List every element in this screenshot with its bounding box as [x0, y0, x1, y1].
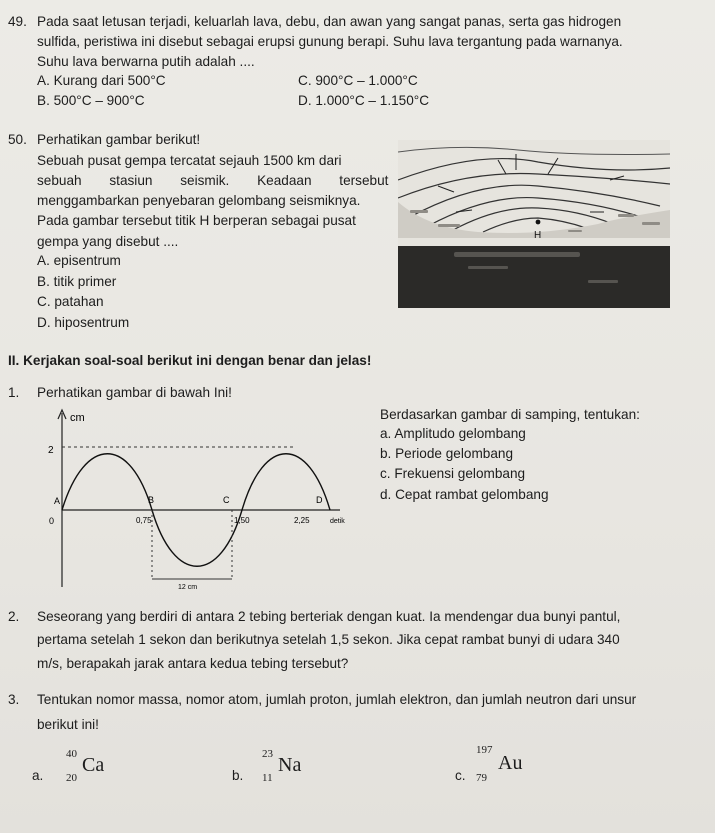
point-a-label: A	[54, 496, 61, 506]
span-label: 12 cm	[178, 584, 198, 591]
y-axis-unit: cm	[70, 412, 85, 424]
e1-item-a: a. Amplitudo gelombang	[380, 426, 526, 441]
e2-line-2: pertama setelah 1 sekon dan berikutnya setelah 1,5 sekon. Jika cepat rambat bunyi di udara 340	[37, 632, 620, 647]
isotope-a-atomic: 20	[66, 772, 77, 784]
isotope-a-symbol: Ca	[82, 754, 105, 776]
q50-line-4: Pada gambar tersebut titik H berperan sebagai pusat	[37, 213, 356, 228]
q50-option-d: D. hiposentrum	[37, 315, 130, 330]
e1-item-b: b. Periode gelombang	[380, 446, 514, 461]
q50-line-3: menggambarkan penyebaran gelombang seismiknya.	[37, 193, 361, 208]
isotope-a-mass: 40	[66, 748, 77, 760]
isotope-c-label: c.	[455, 768, 466, 783]
q49-line-3: Suhu lava berwarna putih adalah ....	[37, 54, 255, 69]
e2-line-3: m/s, berapakah jarak antara kedua tebing tersebut?	[37, 656, 349, 671]
isotope-b-label: b.	[232, 768, 244, 783]
q50-option-b: B. titik primer	[37, 274, 117, 289]
section-2-heading: II. Kerjakan soal-soal berikut ini dengan benar dan jelas!	[8, 353, 372, 368]
q50-option-a: A. episentrum	[37, 253, 121, 268]
x-tick-225: 2,25	[294, 516, 310, 525]
e1-text: Perhatikan gambar di bawah Ini!	[37, 385, 232, 400]
x-tick-075: 0,75	[136, 516, 152, 525]
e3-number: 3.	[8, 692, 20, 707]
q50-intro: Perhatikan gambar berikut!	[37, 132, 201, 147]
y-tick-0: 0	[49, 516, 55, 526]
q50-number: 50.	[8, 132, 27, 147]
x-axis-unit: detik	[330, 518, 345, 525]
q50-option-c: C. patahan	[37, 294, 104, 309]
e1-number: 1.	[8, 385, 20, 400]
q49-option-b: B. 500°C – 900°C	[37, 93, 145, 108]
isotope-b-atomic: 11	[262, 772, 273, 784]
q49-number: 49.	[8, 14, 27, 29]
q49-option-c: C. 900°C – 1.000°C	[298, 73, 418, 88]
q50-line-1: Sebuah pusat gempa tercatat sejauh 1500 km dari	[37, 153, 342, 168]
q50-line-2: sebuah stasiun seismik. Keadaan tersebut	[37, 173, 389, 188]
q50-line-5: gempa yang disebut ....	[37, 234, 179, 249]
point-h-label: H	[534, 230, 542, 241]
q49-option-a: A. Kurang dari 500°C	[37, 73, 166, 88]
e3-line-1: Tentukan nomor massa, nomor atom, jumlah proton, jumlah elektron, dan jumlah neutron dari unsur	[37, 692, 637, 707]
q49-line-2: sulfida, peristiwa ini disebut sebagai erupsi gunung berapi. Suhu lava tergantung pada warnanya.	[37, 34, 623, 49]
isotope-c-symbol: Au	[498, 752, 523, 774]
isotope-c-atomic: 79	[476, 772, 487, 784]
isotope-a-label: a.	[32, 768, 44, 783]
point-c-label: C	[223, 495, 230, 505]
e1-item-d: d. Cepat rambat gelombang	[380, 487, 549, 502]
e2-line-1: Seseorang yang berdiri di antara 2 tebing berteriak dengan kuat. Ia mendengar dua bunyi pantul,	[37, 609, 621, 624]
q49-line-1: Pada saat letusan terjadi, keluarlah lava, debu, dan awan yang sangat panas, serta gas hidrogen	[37, 14, 622, 29]
q49-option-d: D. 1.000°C – 1.150°C	[298, 93, 430, 108]
point-d-label: D	[316, 495, 323, 505]
isotope-c-mass: 197	[476, 744, 493, 756]
y-tick-2: 2	[48, 445, 54, 456]
x-tick-150: 1,50	[234, 516, 250, 525]
wave-graph	[40, 405, 370, 595]
e2-number: 2.	[8, 609, 20, 624]
e1-prompt: Berdasarkan gambar di samping, tentukan:	[380, 407, 640, 422]
e1-item-c: c. Frekuensi gelombang	[380, 466, 526, 481]
seismic-wave-figure	[398, 140, 670, 308]
isotope-b-symbol: Na	[278, 754, 302, 776]
isotope-b-mass: 23	[262, 748, 273, 760]
point-b-label: B	[148, 495, 155, 505]
e3-line-2: berikut ini!	[37, 717, 99, 732]
